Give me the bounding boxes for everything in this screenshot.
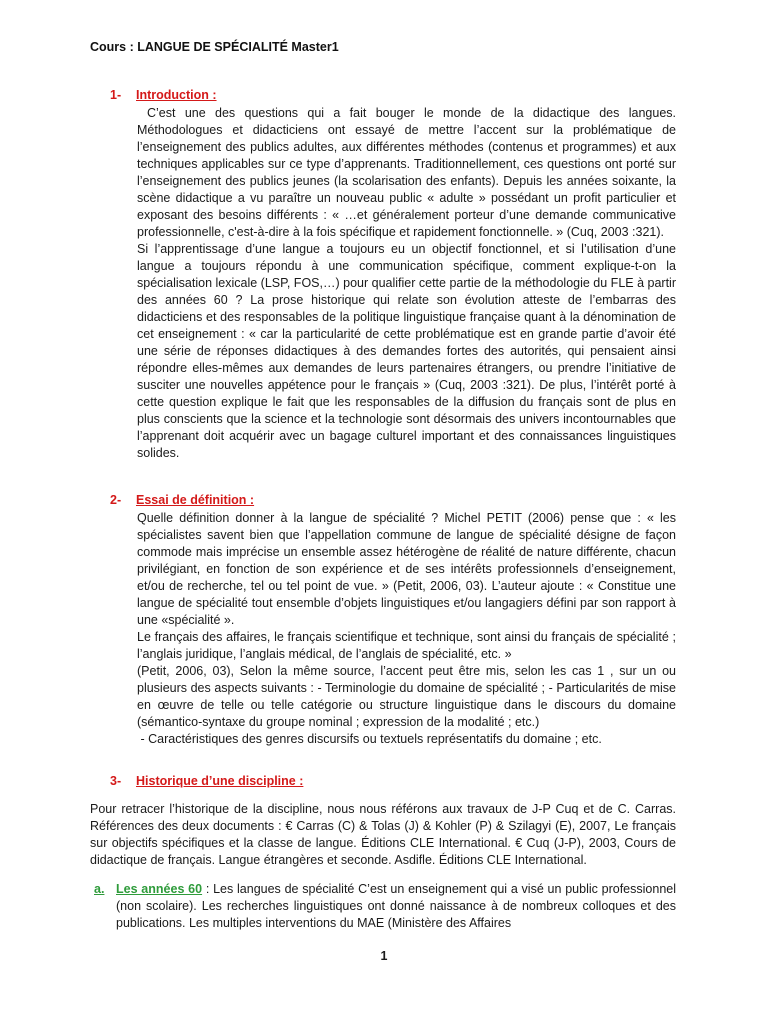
- section-2-number: 2-: [110, 493, 122, 507]
- subsection-a-title: Les années 60: [116, 882, 203, 896]
- section-1-title: Introduction :: [136, 88, 217, 102]
- section-1-heading: [110, 88, 217, 102]
- section-2-paragraph: Le français des affaires, le français scientifique et technique, sont ainsi du français de spécialité ; l’anglais juridique, l’anglais médical, de l’anglais de spécialité, etc. »: [137, 630, 676, 661]
- section-3-paragraph: Pour retracer l’historique de la discipline, nous nous référons aux travaux de J-P Cuq et de C. Carras. Références des deux documents : € Carras (C) & Tolas (J) & Kohler (P) & Szilagyi (E), 2007, Le français sur objectifs spécifiques et la classe de langue. Éditions CLE International. € Cuq (J-P), 2003, Cours de didactique de français. Langue étrangères et seconde. Asdifle. Éditions CLE International.: [90, 802, 676, 867]
- subsection-a-text: : Les langues de spécialité C’est un enseignement qui a visé un public professionnel (non scolaire). Les recherches linguistiques ont donné naissance à de nombreux colloques et des publications. Les multiples interventions du MAE (Ministère des Affaires: [116, 882, 677, 930]
- section-2-title: Essai de définition :: [136, 493, 255, 507]
- section-3-body: [90, 801, 676, 869]
- page-number: 1: [380, 949, 388, 963]
- subsection-a-paragraph: [94, 881, 676, 932]
- course-header: Cours : LANGUE DE SPÉCIALITÉ Master1: [90, 40, 339, 54]
- section-3-heading: [110, 774, 303, 788]
- section-2-paragraph: Quelle définition donner à la langue de spécialité ? Michel PETIT (2006) pense que : « les spécialistes savent bien que l’appellation commune de langue de spécialité désigne de façon commode mais imprécise un ensemble assez hétérogène de réalité de nature différente, chacun privilégiant, en fonction de son expérience et de ses intérêts professionnels d’enseignement, et/ou de recherche, tel ou tel point de vue. » (Petit, 2006, 03). L’auteur ajoute : « Constitue une langue de spécialité tout ensemble d’objets linguistiques et/ou langagiers défini par son rapport à une «spécialité ».: [137, 511, 676, 627]
- section-1-paragraph: Si l’apprentissage d’une langue a toujours eu un objectif fonctionnel, et si l’utilisation d’une langue a toujours répondu à une communication spécifique, comment explique-t-on la spécialisation lexicale (LSP, FOS,…) pour qualifier cette partie de la méthodologie du FLE à partir des années 60 ? La prose historique qui relate son évolution atteste de l’embarras des didacticiens et des responsables de la politique linguistique française quant à la dénomination de cet enseignement : « car la particularité de cette problématique est en grande partie d’avoir été une série de réponses didactiques à des demandes fortes des autorités, qui pensaient ainsi répondre elles-mêmes aux demandes de leurs partenaires étrangers, ou prendre l’initiative de susciter une nouvelles appétence pour le français » (Cuq, 2003 :321). De plus, l’intérêt porté à cette question explique le fait que les responsables de la diffusion du français sont de plus en plus conscients que la science et la technologie sont désormais des univers incontournables que l’apprenant doit acquérir avec un bagage culturel important et des connaissances linguistiques solides.: [137, 242, 676, 460]
- section-3-title: Historique d’une discipline :: [136, 774, 304, 788]
- subsection-a: [94, 881, 676, 932]
- section-1-number: 1-: [110, 88, 122, 102]
- section-2-heading: [110, 493, 254, 507]
- section-2-paragraph: - Caractéristiques des genres discursifs ou textuels représentatifs du domaine ; etc.: [137, 732, 602, 746]
- section-1-paragraph: C’est une des questions qui a fait bouger le monde de la didactique des langues. Méthodologues et didacticiens ont essayé de mettre l’accent sur la problématique de l’enseignement des publics adultes, aux différentes méthodes (contenus et programmes) et aux techniques applicables sur ce type d’apprenants. Traditionnellement, ces questions ont porté sur l’enseignement des publics jeunes (la scolarisation des enfants). Depuis les années soixante, la scène didactique a vu paraître un nouveau public « adulte » possédant un profit particulier et exposant des besoins différents : « …et généralement porteur d’une demande communicative professionnelle, c'est-à-dire à la fois spécifique et rapidement fonctionnelle. » (Cuq, 2003 :321).: [137, 106, 676, 239]
- section-1-body: [137, 105, 676, 462]
- subsection-a-letter: a.: [94, 882, 105, 896]
- section-2-body: [137, 510, 676, 748]
- section-3-number: 3-: [110, 774, 122, 788]
- section-2-paragraph: (Petit, 2006, 03), Selon la même source, l’accent peut être mis, selon les cas 1 , sur un ou plusieurs des aspects suivants : - Terminologie du domaine de spécialité ; - Particularités de mise en œuvre de telle ou telle catégorie ou structure linguistique dans le discours du domaine (sémantico-syntaxe du groupe nominal ; expression de la modalité ; etc.): [137, 664, 676, 729]
